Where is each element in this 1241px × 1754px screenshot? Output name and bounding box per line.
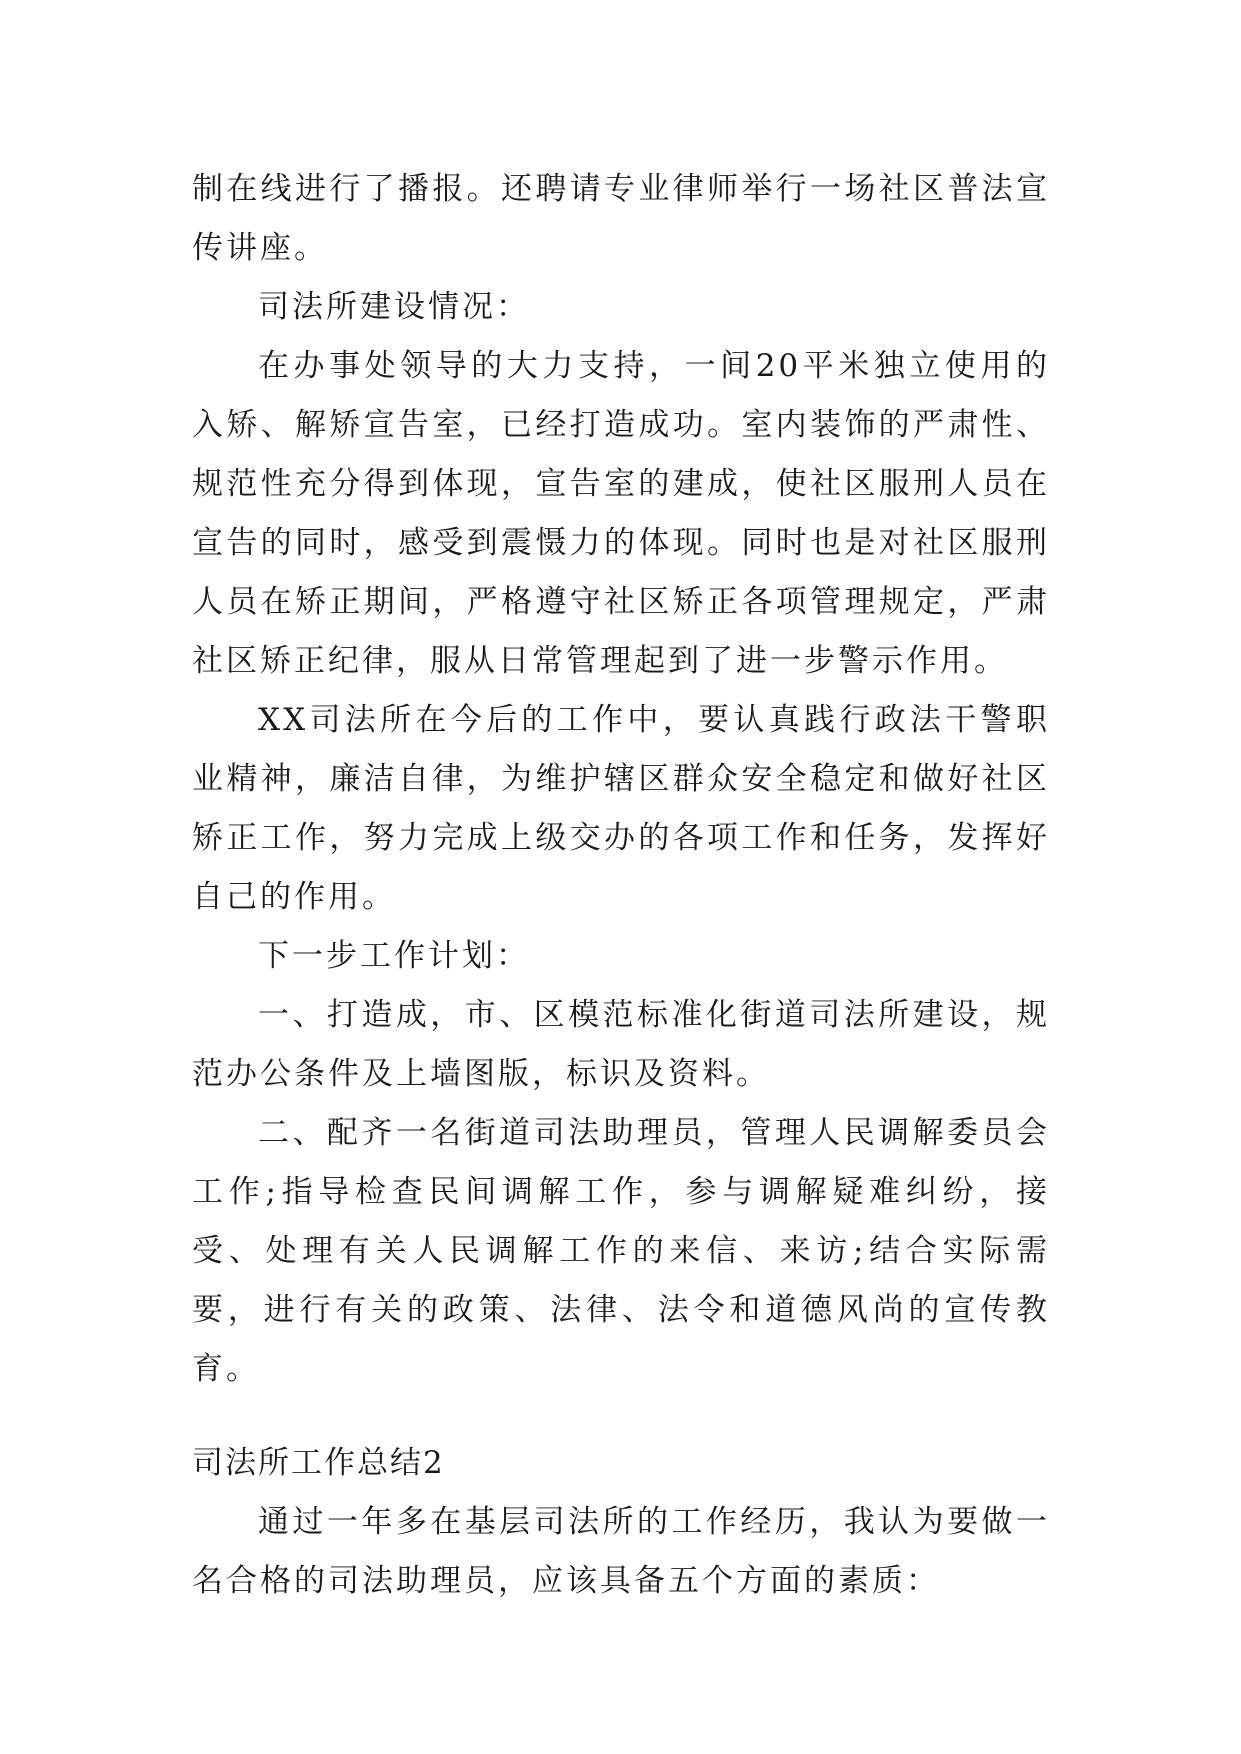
paragraph-subheading-plan: 下一步工作计划： (258, 938, 530, 974)
paragraph-plan-item-1: 一、打造成，市、区模范标准化街道司法所建设，规范办公条件及上墙图版，标识及资料。 (192, 997, 1050, 1092)
paragraph-construction-details: 在办事处领导的大力支持，一间20平米独立使用的入矫、解矫宣告室，已经打造成功。室内装饰的严肃性、规范性充分得到体现，宣告室的建成，使社区服刑人员在宣告的同时，感受到震慑力的体现。同时也是对社区服刑人员在矫正期间，严格遵守社区矫正各项管理规定，严肃社区矫正纪律，服从日常管理起到了进一步警示作用。 (192, 348, 1050, 679)
section-title: 司法所工作总结2 (192, 1445, 445, 1481)
section-spacer (192, 1399, 1050, 1434)
paragraph-continuation: 制在线进行了播报。还聘请专业律师举行一场社区普法宣传讲座。 (192, 171, 1050, 266)
paragraph-subheading-construction: 司法所建设情况： (258, 289, 530, 325)
paragraph-future-work: XX司法所在今后的工作中，要认真践行政法干警职业精神，廉洁自律，为维护辖区群众安全稳定和做好社区矫正工作，努力完成上级交办的各项工作和任务，发挥好自己的作用。 (192, 702, 1050, 915)
document-body (192, 160, 1050, 1611)
paragraph-plan-item-2: 二、配齐一名街道司法助理员，管理人民调解委员会工作;指导检查民间调解工作，参与调解疑难纠纷，接受、处理有关人民调解工作的来信、来访;结合实际需要，进行有关的政策、法律、法令和道德风尚的宣传教育。 (192, 1115, 1050, 1387)
paragraph-section2-intro: 通过一年多在基层司法所的工作经历，我认为要做一名合格的司法助理员，应该具备五个方面的素质： (192, 1504, 1050, 1599)
